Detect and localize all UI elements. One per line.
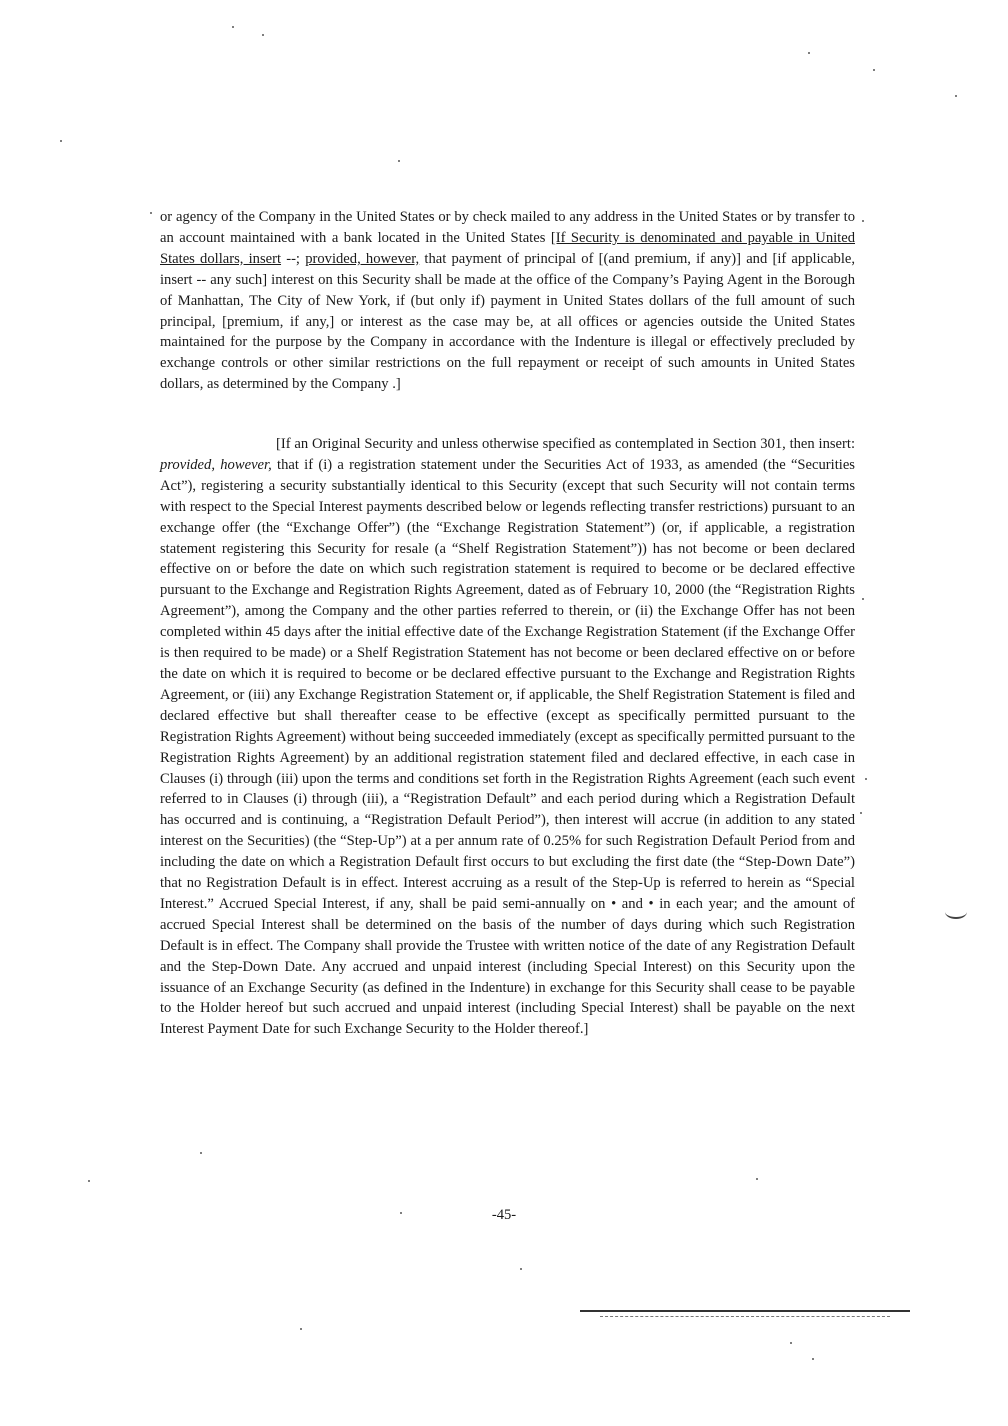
scan-speck: [200, 1152, 202, 1154]
scan-artifact-dashed-line: [600, 1316, 890, 1317]
scan-speck: [790, 1342, 792, 1344]
scan-speck: [400, 1212, 402, 1214]
scan-artifact-line: [580, 1310, 910, 1312]
scan-speck: [808, 52, 810, 54]
scan-speck: [865, 778, 867, 780]
scan-speck: [955, 95, 957, 97]
scan-speck: [520, 1268, 522, 1270]
scan-speck: [862, 220, 864, 222]
scan-speck: [232, 26, 234, 28]
scan-speck: [756, 1178, 758, 1180]
paragraph-payment-place: [160, 207, 855, 395]
paragraph-special-interest: [160, 434, 855, 1040]
scan-speck: [150, 212, 152, 214]
paragraph1-text-c: that payment of principal of [(and premium, if any)] and [if applicable, insert -- any such] interest on this Security shall be made at the office of the Company’s Paying Agent in the Borough of Manhattan, The City of New York, if (but only if) payment in United States dollars of the full amount of such principal, [premium, if any,] or interest as the case may be, at all offices or agencies outside the United States maintained for the purpose by the Company in accordance with the Indenture is illegal or effectively precluded by exchange controls or other similar restrictions on the full repayment or receipt of such amounts in United States dollars, as determined by the Company .]: [160, 250, 856, 393]
scan-speck: [60, 140, 62, 142]
page-number: -45-: [491, 1207, 517, 1223]
scan-speck: [300, 1328, 302, 1330]
scan-artifact-mark: [945, 905, 967, 919]
paragraph1-underlined-insert: [If Security is denominated and payable in United States dollars, insert: [160, 229, 855, 267]
scan-speck: [860, 812, 862, 814]
scan-speck: [873, 69, 875, 71]
paragraph2-text-b: that if (i) a registration statement under the Securities Act of 1933, as amended (the “Securities Act”), registering a security substantially identical to this Security (except that such Security will not contain terms with respect to the Special Interest payments described below or legends reflecting transfer restrictions) pursuant to an exchange offer (the “Exchange Offer”) (the “Exchange Registration Statement”) (or, if applicable, a registration statement registering this Security for resale (a “Shelf Registration Statement”)) has not become or been declared effective on or before the date on which such registration statement is required to become or be declared effective pursuant to the Exchange and Registration Rights Agreement, dated as of February 10, 2000 (the “Registration Rights Agreement”), among the Company and the other parties referred to therein, or (ii) the Exchange Offer has not been completed within 45 days after the initial effective date of the Exchange Registration Statement (if the Exchange Offer is then required to be made) or a Shelf Registration Statement has not become or been declared effective on or before the date on which it is required to become or be declared effective pursuant to the Exchange and Registration Rights Agreement, or (iii) any Exchange Registration Statement or, if applicable, the Shelf Registration Statement is filed and declared effective but shall thereafter cease to be effective (except as specifically permitted pursuant to the Registration Rights Agreement) without being succeeded immediately (except as specifically permitted pursuant to the Registration Rights Agreement) by an additional registration statement filed and declared effective, in each case in Clauses (i) through (iii) upon the terms and conditions set forth in the Registration Rights Agreement (each such event referred to in Clauses (i) through (iii), a “Registration Default” and each period during which a Registration Default has occurred and is continuing, a “Registration Default Period”), then interest will accrue (in addition to any stated interest on the Securities) (the “Step-Up”) at a per annum rate of 0.25% for such Registration Default Period from and including the date on which a Registration Default first occurs to but excluding the first date (the “Step-Down Date”) that no Registration Default is in effect. Interest accruing as a result of the Step-Up is referred to herein as “Special Interest.” Accrued Special Interest, if any, shall be paid semi-annually on • and • in each year; and the amount of accrued Special Interest shall be determined on the basis of the number of days during which such Registration Default is in effect. The Company shall provide the Trustee with written notice of the date of any Registration Default and the Step-Down Date. Any accrued and unpaid interest (including Special Interest) on this Security upon the issuance of an Exchange Security (as defined in the Indenture) in exchange for this Security shall cease to be payable to the Holder hereof but such accrued and unpaid interest (including Special Interest) shall be payable on the next Interest Payment Date for such Exchange Security to the Holder thereof.]: [160, 456, 855, 1038]
paragraph2-italic-proviso: provided, however,: [160, 456, 272, 473]
paragraph2-text-a: [If an Original Security and unless otherwise specified as contemplated in Section 301, then insert:: [276, 436, 855, 452]
scan-speck: [262, 34, 264, 36]
paragraph1-text-a: or agency of the Company in the United States or by check mailed to any address in the United States or by transfer to an account maintained with a bank located in the United States: [160, 209, 855, 246]
paragraph1-text-b: --;: [281, 250, 306, 267]
scan-speck: [812, 1358, 814, 1360]
scan-speck: [862, 598, 864, 600]
paragraph1-underlined-proviso: provided, however,: [305, 250, 420, 267]
scan-speck: [398, 160, 400, 162]
scan-speck: [88, 1180, 90, 1182]
